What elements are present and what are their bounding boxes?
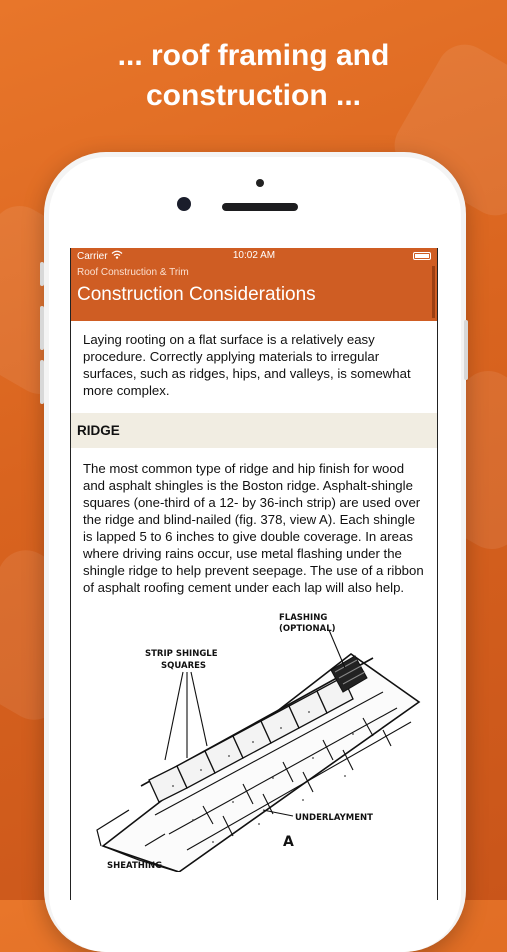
scrollbar[interactable] [432,266,435,318]
promo-headline [0,36,507,116]
headline-line-1: ... roof framing and [117,39,390,72]
app-screen [70,248,438,900]
ridge-figure [83,610,425,870]
navigation-bar [71,264,437,321]
label-flashing: FLASHING [279,613,328,623]
label-flashing-optional: (OPTIONAL) [279,624,336,634]
battery-icon [413,252,431,260]
label-view-a: A [283,834,294,850]
carrier-label: Carrier [77,250,108,262]
earpiece-speaker [222,203,298,211]
article-content [71,321,437,870]
volume-button [40,360,44,404]
status-bar [71,248,437,264]
page-title: Construction Considerations [77,284,316,305]
ridge-illustration [83,610,427,872]
section-heading: RIDGE [71,413,437,448]
label-strip-shingle: STRIP SHINGLE [145,649,218,659]
label-squares: SQUARES [161,661,207,671]
status-time: 10:02 AM [232,250,276,261]
label-underlayment: UNDERLAYMENT [295,813,373,823]
breadcrumb[interactable]: Roof Construction & Trim [77,267,189,278]
headline-line-2: construction ... [145,79,361,112]
power-button [464,320,468,380]
side-button [40,262,44,286]
proximity-sensor [256,179,264,187]
intro-paragraph: Laying rooting on a flat surface is a relatively easy procedure. Correctly applying materials to irregular surfaces, such as ridges, hips, and valleys, is somewhat more complex. [83,332,411,398]
label-sheathing: SHEATHING [107,861,163,871]
front-camera [177,197,191,211]
body-paragraph: The most common type of ridge and hip finish for wood and asphalt shingles is the Boston ridge. Asphalt-shingle squares (one-third of a 12- by 36-inch strip) are used over the ridge and blind-nailed (fig. 378, view A). Each shingle is lapped 5 to 6 inches to give double coverage. In areas where driving rains occur, use metal flashing under the shingle ridge to help prevent seepage. The use of a ribbon of asphalt roofing cement under each lap will also help. [83,461,424,595]
volume-button [40,306,44,350]
